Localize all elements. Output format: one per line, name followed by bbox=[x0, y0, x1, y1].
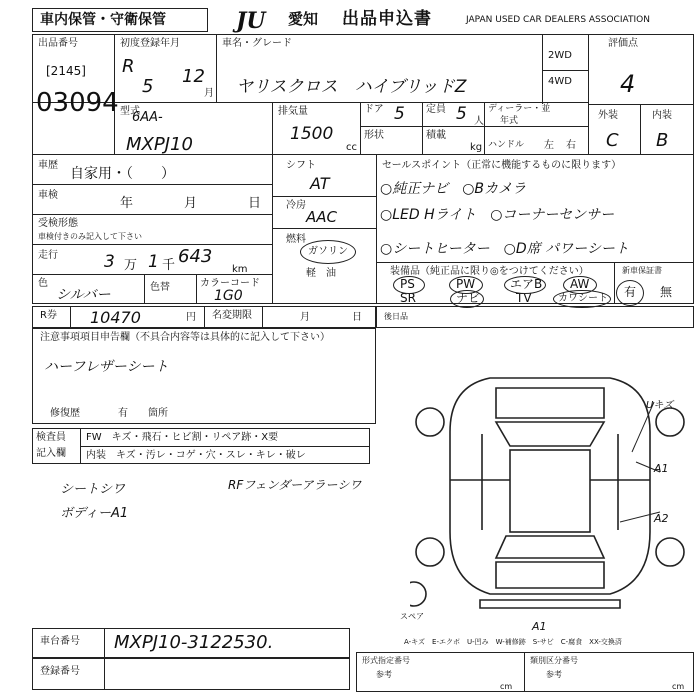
repair-value: 有 bbox=[118, 408, 128, 419]
name-change-day: 日 bbox=[352, 312, 362, 323]
repair-place: 箇所 bbox=[148, 408, 168, 419]
association-name: JAPAN USED CAR DEALERS ASSOCIATION bbox=[466, 15, 650, 25]
accept-label: 受検形態 bbox=[38, 218, 78, 229]
rear-box-label: 後日品 bbox=[384, 312, 408, 321]
color-value: シルバー bbox=[56, 287, 111, 303]
category-number-label: 類別区分番号 bbox=[530, 656, 578, 665]
equipment-label: 装備品（純正品に限り◎をつけてください） bbox=[390, 266, 589, 277]
damage-mark-u1: Uキズ bbox=[646, 400, 674, 411]
color-change-label: 色替 bbox=[150, 282, 170, 293]
weight-unit: kg bbox=[470, 142, 483, 153]
type-ref-label: 参考 bbox=[376, 670, 392, 679]
displacement-label: 排気量 bbox=[278, 106, 308, 117]
car-name-label: 車名・グレード bbox=[222, 38, 292, 49]
inspection-month: 月 bbox=[184, 196, 198, 211]
registration-month-unit: 月 bbox=[204, 88, 214, 99]
org-name: 愛知 bbox=[288, 10, 319, 28]
inspector-row2: 内装 キズ・汚レ・コゲ・穴・スレ・キレ・破レ bbox=[86, 450, 306, 461]
displacement-value: 1500 bbox=[290, 124, 334, 144]
selling-point-line1: ○純正ナビ ○Bカメラ bbox=[380, 181, 527, 197]
registration-year: 5 bbox=[142, 76, 154, 97]
damage-mark-a2: A2 bbox=[654, 512, 669, 525]
spare-tire bbox=[410, 582, 426, 606]
equipment-navi: ナビ bbox=[456, 291, 481, 305]
capacity-label: 定員 bbox=[426, 104, 446, 115]
inspector-label1: 検査員 bbox=[36, 432, 66, 443]
category-cm: cm bbox=[672, 682, 685, 691]
remark-body: ボディーA1 bbox=[60, 506, 129, 521]
shape-label: 形状 bbox=[364, 130, 384, 141]
new-warranty-circle bbox=[616, 280, 644, 306]
equipment-ps-circle bbox=[393, 276, 425, 294]
recycle-label: R券 bbox=[40, 310, 57, 321]
lot-label: 出品番号 bbox=[38, 38, 78, 49]
handle-left: 左 bbox=[544, 140, 554, 151]
registration-era: R bbox=[122, 56, 135, 77]
registration-month: 12 bbox=[182, 66, 205, 87]
model-label: 型式 bbox=[120, 106, 140, 117]
drive-2wd: 2WD bbox=[548, 50, 572, 61]
inspection-label: 車検 bbox=[38, 190, 58, 201]
ju-logo bbox=[236, 8, 282, 32]
car-name-value: ヤリスクロス ハイブリッドZ bbox=[236, 77, 467, 97]
recycle-value: 10470 bbox=[90, 308, 141, 327]
ju-logo-text: JU bbox=[236, 8, 266, 34]
doors-value: 5 bbox=[394, 104, 405, 124]
model-value: MXPJ10 bbox=[126, 134, 193, 155]
mileage-unit: km bbox=[232, 264, 248, 275]
hood bbox=[496, 388, 604, 418]
car-outline-top bbox=[450, 378, 650, 432]
interior-label: 内装 bbox=[652, 110, 672, 121]
name-change-month: 月 bbox=[300, 312, 310, 323]
exterior-grade: C bbox=[606, 130, 619, 151]
equipment-tv: TV bbox=[516, 291, 532, 305]
selling-point-line2: ○LED Hライト ○コーナーセンサー bbox=[380, 207, 615, 223]
handle-label: ハンドル bbox=[488, 140, 525, 150]
new-warranty-no: 無 bbox=[660, 285, 673, 299]
equipment-pw: PW bbox=[456, 277, 476, 291]
weight-label: 積載 bbox=[426, 130, 446, 141]
spare-label: スペア bbox=[400, 612, 424, 621]
wheel-rear-right bbox=[656, 538, 684, 566]
accept-note: 車検付きのみ記入して下さい bbox=[38, 232, 142, 241]
damage-mark-a1: A1 bbox=[654, 462, 669, 475]
lot-number: 03094 bbox=[36, 88, 119, 118]
rear-box bbox=[376, 306, 694, 328]
mileage-man: 3 bbox=[104, 252, 115, 272]
equipment-airbag: エアB bbox=[510, 277, 543, 291]
storage-note: 車内保管・守衛保管 bbox=[40, 12, 166, 28]
notes-value: ハーフレザーシート bbox=[44, 359, 169, 375]
fuel-gas: ガソリン bbox=[308, 246, 348, 257]
equipment-ps: PS bbox=[400, 277, 415, 291]
history-label: 車歴 bbox=[38, 160, 58, 171]
shift-value: AT bbox=[310, 174, 330, 193]
repair-label: 修復歴 bbox=[50, 408, 80, 419]
displacement-unit: cc bbox=[346, 142, 357, 153]
year-label: 年式 bbox=[500, 116, 519, 126]
color-label: 色 bbox=[38, 278, 48, 289]
new-warranty-yes: 有 bbox=[624, 285, 637, 299]
shift-label: シフト bbox=[286, 160, 316, 171]
aircon-label: 冷房 bbox=[286, 200, 306, 211]
evaluation-score: 4 bbox=[620, 70, 636, 98]
rear-bumper bbox=[480, 600, 620, 608]
drive-4wd: 4WD bbox=[548, 76, 572, 87]
inspection-day: 日 bbox=[248, 196, 262, 211]
equipment-sr: SR bbox=[400, 291, 416, 305]
equipment-airbag-circle bbox=[504, 276, 546, 294]
mileage-sen-unit: 千 bbox=[162, 258, 176, 273]
fuel-gas-circle bbox=[300, 240, 356, 264]
capacity-unit: 人 bbox=[474, 116, 484, 127]
new-warranty-label: 新車保証書 bbox=[622, 266, 662, 275]
wheel-front-right bbox=[656, 408, 684, 436]
equipment-seat: カワシート bbox=[558, 293, 608, 304]
fuel-label: 燃料 bbox=[286, 234, 306, 245]
doc-title: 出品申込書 bbox=[342, 9, 432, 29]
aircon-value: AAC bbox=[306, 208, 337, 226]
remark-fender: RFフェンダーアラーシワ bbox=[228, 478, 362, 492]
inspector-label2: 記入欄 bbox=[36, 448, 66, 459]
recycle-unit: 円 bbox=[186, 312, 196, 323]
mileage-sen: 1 bbox=[148, 252, 159, 272]
selling-point-line3: ○シートヒーター ○D席 パワーシート bbox=[380, 241, 629, 257]
car-outline-bottom bbox=[450, 532, 650, 594]
notes-label: 注意事項項目申告欄（不具合内容等は具体的に記入して下さい） bbox=[40, 332, 330, 343]
category-ref-label: 参考 bbox=[546, 670, 562, 679]
trunk bbox=[496, 562, 604, 588]
rear-window bbox=[496, 536, 604, 558]
name-change-label: 名変期限 bbox=[212, 310, 252, 321]
type-cm: cm bbox=[500, 682, 513, 691]
damage-mark-a1-rear: A1 bbox=[532, 620, 547, 633]
handle-right: 右 bbox=[566, 140, 576, 151]
type-number-label: 形式指定番号 bbox=[362, 656, 410, 665]
remark-seat: シートシワ bbox=[60, 482, 126, 497]
registration-label: 初度登録年月 bbox=[120, 38, 180, 49]
history-value: 自家用・（ ） bbox=[70, 166, 175, 182]
windshield bbox=[496, 422, 604, 446]
mileage-rest: 643 bbox=[178, 246, 213, 267]
doors-label: ドア bbox=[364, 104, 384, 115]
model-prefix: 6AA- bbox=[132, 110, 163, 125]
fuel-diesel: 軽 油 bbox=[306, 268, 336, 279]
evaluation-label: 評価点 bbox=[608, 38, 638, 49]
color-code-label: カラーコード bbox=[200, 278, 260, 289]
capacity-value: 5 bbox=[456, 104, 467, 124]
wheel-front-left bbox=[416, 408, 444, 436]
lot-bracket: [2145] bbox=[46, 64, 86, 78]
exterior-label: 外装 bbox=[598, 110, 618, 121]
equipment-aw: AW bbox=[570, 277, 590, 291]
interior-grade: B bbox=[656, 130, 669, 151]
mileage-man-unit: 万 bbox=[124, 258, 138, 273]
inspection-year: 年 bbox=[120, 196, 134, 211]
dealer-label: ディーラー・並 bbox=[488, 104, 551, 114]
roof bbox=[510, 450, 590, 532]
chassis-value: MXPJ10-3122530. bbox=[114, 632, 274, 653]
damage-legend: A-キズ E-エクボ U-凹み W-補修跡 S-サビ C-腐食 XX-交換済 bbox=[404, 638, 622, 646]
mileage-label: 走行 bbox=[38, 250, 58, 261]
reg-number-label: 登録番号 bbox=[40, 666, 80, 677]
color-code: 1G0 bbox=[214, 288, 243, 304]
wheel-rear-left bbox=[416, 538, 444, 566]
selling-points-label: セールスポイント（正常に機能するものに限ります） bbox=[382, 160, 622, 171]
inspector-row1: FW キズ・飛石・ヒビ割・リペア跡・X要 bbox=[86, 432, 279, 443]
chassis-label: 車台番号 bbox=[40, 636, 80, 647]
